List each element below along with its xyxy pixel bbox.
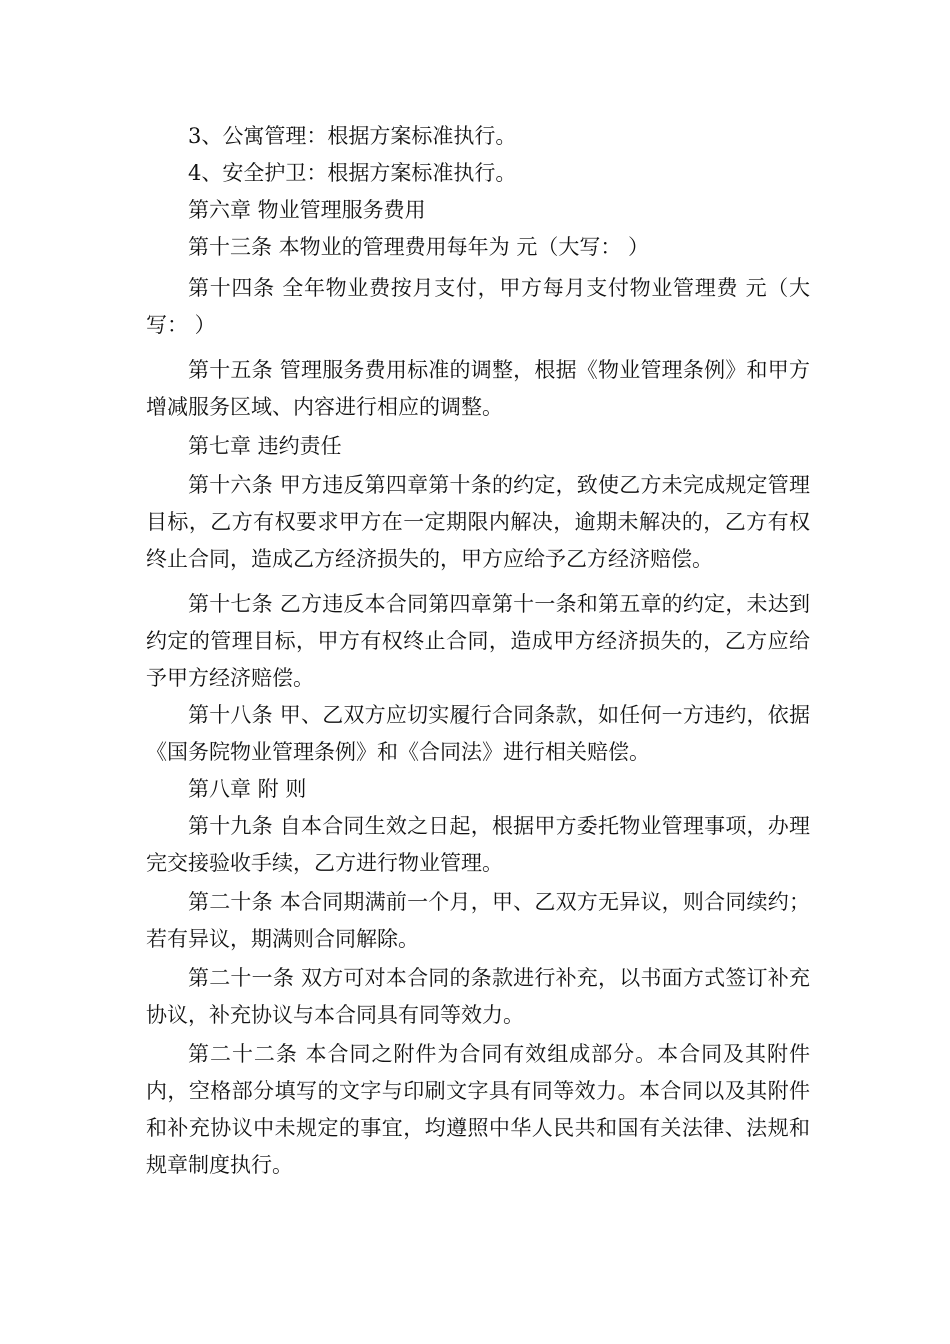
article-17: 第十七条 乙方违反本合同第四章第十一条和第五章的约定，未达到约定的管理目标，甲方有权终止合同，造成甲方经济损失的，乙方应给予甲方经济赔偿。 (146, 592, 810, 690)
article-20: 第二十条 本合同期满前一个月，甲、乙双方无异议，则合同续约；若有异议，期满则合同解除。 (146, 890, 810, 951)
item-security-guard: 4、安全护卫：根据方案标准执行。 (188, 161, 517, 185)
article-13: 第十三条 本物业的管理费用每年为 元（大写： ） (188, 235, 650, 259)
article-15: 第十五条 管理服务费用标准的调整，根据《物业管理条例》和甲方增减服务区域、内容进行相应的调整。 (146, 358, 810, 419)
item-apartment-management: 3、公寓管理：根据方案标准执行。 (188, 124, 517, 148)
article-21: 第二十一条 双方可对本合同的条款进行补充，以书面方式签订补充协议，补充协议与本合同具有同等效力。 (146, 966, 810, 1027)
article-16: 第十六条 甲方违反第四章第十条的约定，致使乙方未完成规定管理目标，乙方有权要求甲方在一定期限内解决，逾期未解决的，乙方有权终止合同，造成乙方经济损失的，甲方应给予乙方经济赔偿。 (146, 473, 810, 571)
chapter-8-heading: 第八章 附 则 (188, 777, 307, 801)
article-14: 第十四条 全年物业费按月支付，甲方每月支付物业管理费 元（大写： ） (146, 276, 810, 337)
article-18: 第十八条 甲、乙双方应切实履行合同条款，如任何一方违约，依据《国务院物业管理条例》和《合同法》进行相关赔偿。 (146, 703, 810, 764)
article-22: 第二十二条 本合同之附件为合同有效组成部分。本合同及其附件内，空格部分填写的文字与印刷文字具有同等效力。本合同以及其附件和补充协议中未规定的事宜，均遵照中华人民共和国有关法律、法规和规章制度执行。 (146, 1042, 810, 1177)
document-page (146, 118, 810, 1184)
article-19: 第十九条 自本合同生效之日起，根据甲方委托物业管理事项，办理完交接验收手续，乙方进行物业管理。 (146, 814, 810, 875)
chapter-6-heading: 第六章 物业管理服务费用 (188, 198, 426, 222)
chapter-7-heading: 第七章 违约责任 (188, 434, 342, 458)
